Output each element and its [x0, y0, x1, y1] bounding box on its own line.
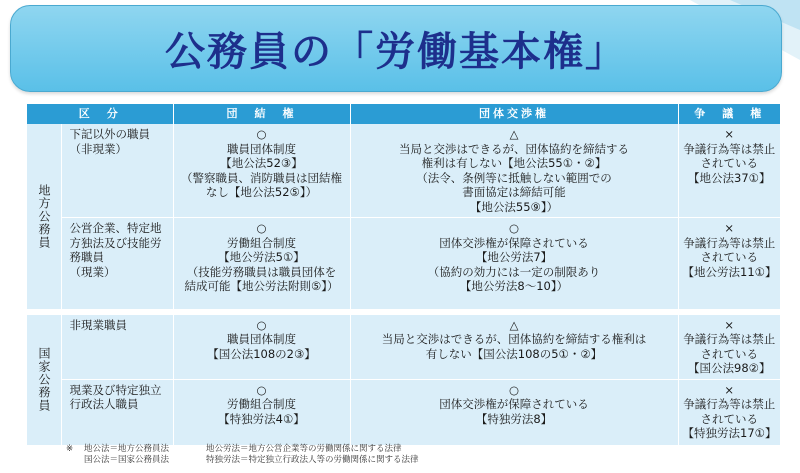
- bargain-cell: [350, 218, 678, 312]
- cell-line: 団体交渉権が保障されている: [439, 397, 589, 411]
- cell-line: 行政法人職員: [69, 397, 139, 411]
- cell-line: されている: [700, 346, 758, 361]
- title-banner: [10, 5, 782, 92]
- bargain-cell: [350, 379, 678, 445]
- cell-line: ○: [256, 127, 267, 141]
- table-row: [27, 218, 780, 312]
- cell-line: 【地公法37①】: [688, 170, 771, 185]
- cell-line: 【特独労法8】: [475, 411, 553, 426]
- cell-line: 書面協定は締結可能: [462, 185, 566, 199]
- cell-line: なし【地公法52⑤】）: [205, 185, 318, 199]
- cell-line: されている: [700, 250, 758, 264]
- group-label: 地方公務員: [37, 183, 51, 249]
- table-row: [27, 312, 780, 380]
- note-mark: ※: [66, 444, 74, 454]
- cell-line: 労働組合制度: [227, 235, 296, 250]
- header-right-to-organize: 団 結 権: [173, 104, 350, 124]
- footnotes: [66, 444, 766, 466]
- category-cell: [61, 379, 173, 445]
- organize-cell: [173, 379, 350, 445]
- bargain-cell: [350, 124, 678, 218]
- cell-line: 争議行為等は禁止: [683, 332, 776, 346]
- cell-line: 【地公労法8～10】）: [459, 279, 569, 293]
- cell-line: ○: [508, 382, 520, 397]
- organize-cell: [173, 312, 350, 380]
- cell-line: （警察職員、消防職員は団結権: [181, 170, 342, 185]
- group-label-cell: [27, 312, 61, 446]
- cell-line: 団体交渉権が保障されている: [439, 235, 589, 250]
- cell-line: ○: [256, 382, 267, 397]
- cell-line: （法令、条例等に抵触しない範囲での: [416, 170, 612, 185]
- cell-line: 権利は有しない【地公法55①・②】: [421, 156, 607, 170]
- cell-line: ○: [256, 221, 267, 235]
- cell-line: △: [509, 127, 519, 141]
- strike-cell: [678, 379, 780, 445]
- note-chiko: 地公法＝地方公務員法: [84, 444, 170, 454]
- header-collective-bargaining: 団体交渉権: [350, 104, 678, 124]
- cell-line: ×: [724, 382, 735, 397]
- group-label-cell: [27, 124, 61, 312]
- cell-line: 労働組合制度: [227, 397, 296, 411]
- cell-line: 現業及び特定独立: [69, 382, 162, 397]
- category-cell: [61, 218, 173, 312]
- cell-line: 争議行為等は禁止: [683, 141, 776, 156]
- cell-line: ×: [724, 127, 735, 141]
- header-category: 区 分: [27, 104, 173, 124]
- cell-line: 【地公法55⑨】）: [469, 199, 559, 214]
- cell-line: 当局と交渉はできるが、団体協約を締結する権利は: [381, 332, 647, 346]
- cell-line: ×: [724, 317, 735, 332]
- page-title: 公務員の「労働基本権」: [165, 29, 627, 75]
- cell-line: ○: [508, 221, 520, 235]
- cell-line: 当局と交渉はできるが、団体協約を締結する: [399, 141, 629, 156]
- cell-line: （技能労務職員は職員団体を: [186, 264, 337, 279]
- cell-line: 公営企業、特定地: [69, 221, 162, 235]
- cell-line: 結成可能【地公労法附則⑤】）: [184, 279, 339, 293]
- cell-line: ×: [724, 221, 735, 235]
- cell-line: 【特独労法17①】: [682, 426, 777, 440]
- labor-rights-table: [27, 104, 780, 446]
- cell-line: 【地公労法7】: [475, 250, 553, 264]
- category-cell: [61, 124, 173, 218]
- note-kokko: 国公法＝国家公務員法: [84, 455, 170, 465]
- cell-line: （協約の効力には一定の制限あり: [427, 264, 601, 279]
- strike-cell: [678, 124, 780, 218]
- bargain-cell: [350, 312, 678, 380]
- cell-line: されている: [700, 411, 758, 426]
- cell-line: 有しない【国公法108の5①・②】: [425, 346, 603, 361]
- cell-line: 【地公労法11①】: [682, 264, 777, 279]
- group-label: 国家公務員: [37, 347, 51, 412]
- cell-line: 争議行為等は禁止: [683, 235, 776, 250]
- table-row: [27, 379, 780, 445]
- table-row: [27, 124, 780, 218]
- header-right-to-strike: 争 議 権: [678, 104, 780, 124]
- cell-line: 務職員: [69, 250, 104, 264]
- cell-line: 方独法及び技能労: [69, 235, 162, 250]
- header-row: [27, 104, 780, 124]
- cell-line: 職員団体制度: [227, 141, 296, 156]
- cell-line: 【地公労法5①】: [218, 250, 305, 264]
- organize-cell: [173, 218, 350, 312]
- cell-line: ○: [256, 317, 267, 332]
- note-tokudokuro: 特独労法＝特定独立行政法人等の労働関係に関する法律: [206, 455, 419, 465]
- cell-line: 【特独労法4①】: [218, 411, 305, 426]
- cell-line: 非現業職員: [69, 317, 127, 332]
- cell-line: △: [509, 317, 519, 332]
- cell-line: （現業）: [69, 264, 116, 279]
- cell-line: 【地公法52③】: [220, 156, 303, 170]
- cell-line: 争議行為等は禁止: [683, 397, 776, 411]
- note-chikoro: 地公労法＝地方公営企業等の労働関係に関する法律: [206, 444, 402, 454]
- strike-cell: [678, 312, 780, 380]
- cell-line: 下記以外の職員: [69, 127, 150, 141]
- cell-line: 職員団体制度: [227, 332, 296, 346]
- cell-line: （非現業）: [69, 141, 127, 156]
- cell-line: 【国公法98②】: [688, 361, 771, 375]
- strike-cell: [678, 218, 780, 312]
- cell-line: されている: [700, 156, 758, 170]
- cell-line: 【国公法108の2③】: [207, 346, 316, 361]
- category-cell: [61, 312, 173, 380]
- organize-cell: [173, 124, 350, 218]
